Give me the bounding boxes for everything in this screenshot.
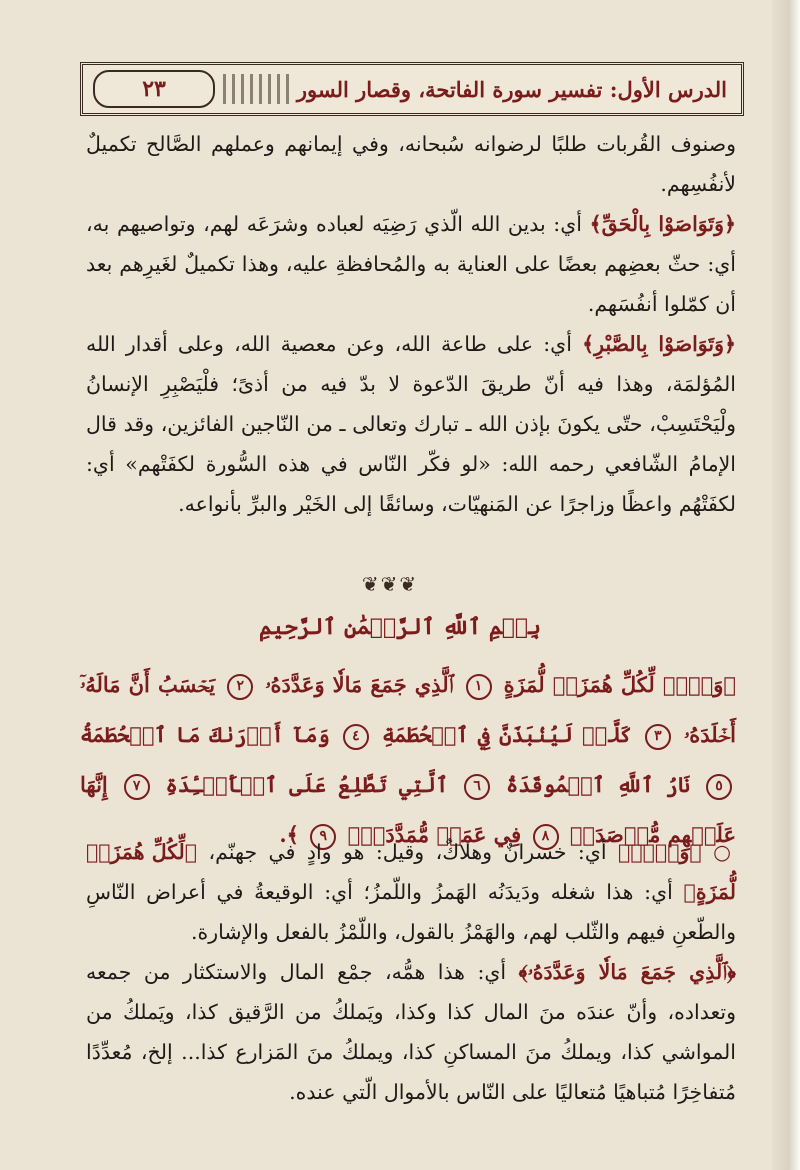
- page-number: ٢٣: [93, 70, 215, 108]
- verse-ref: ﴿وَتَوَاصَوْا بِالصَّبْرِ﴾: [582, 332, 737, 356]
- ayah-number: ٢: [227, 674, 253, 700]
- section-1: [86, 124, 736, 524]
- ayah: يَحۡسَبُ أَنَّ مَالَهُۥٓ أَخۡلَدَهُۥ: [80, 672, 737, 747]
- ayah: نَارُ ٱللَّهِ ٱلۡمُوقَدَةُ: [505, 772, 691, 797]
- ayah-number: ٧: [124, 774, 150, 800]
- basmala: بِسۡمِ ٱللَّهِ ٱلرَّحۡمَٰنِ ٱلرَّحِيمِ: [258, 614, 542, 640]
- ayah-number: ١: [466, 674, 492, 700]
- ayah: ﴿وَيۡلٞ لِّكُلِّ هُمَزَةٖ لُّمَزَةٍ: [503, 672, 736, 697]
- verse-ref: ﴿لِّكُلِّ هُمَزَةٖ لُّمَزَةٍ﴾: [86, 840, 736, 904]
- section-2: [86, 832, 736, 1112]
- bullet-icon: ○: [713, 840, 736, 864]
- surah-close: ﴾.: [279, 822, 299, 847]
- ayah: وَمَآ أَدۡرَىٰكَ مَا ٱلۡحُطَمَةُ: [80, 722, 330, 747]
- explanation-2: [86, 952, 736, 1112]
- ayah-number: ٥: [706, 774, 732, 800]
- ayah-number: ٦: [464, 774, 490, 800]
- ayah-number: ٣: [645, 724, 671, 750]
- lesson-title: الدرس الأول: تفسير سورة الفاتحة، وقصار السور: [296, 76, 727, 102]
- explanation-1: [86, 832, 736, 952]
- explanation-text: أي: هذا همُّه، جمْع المال والاستكثار من جمعه وتعداده، وأنّ عندَه منَ المال كذا وكذا، ويَملكُ من الرَّقيق كذا، ويَملكُ من المواشي كذا، ويملكُ منَ المساكنِ كذا، ويملكُ منَ المَزارع كذا... إلخ، مُعدِّدًا مُتفاخِرًا مُتباهيًا مُتعاليًا على النّاس بالأموال الّتي عنده.: [86, 960, 736, 1104]
- explanation-text: أي: خسرانٌ وهلاكٌ، وقيل: هو وادٍ في جهنّم،: [208, 840, 607, 864]
- paragraph-1: وصنوف القُربات طلبًا لرضوانه سُبحانه، وفي إيمانهم وعملهم الصَّالح تكميلٌ لأنفُسِهم.: [86, 132, 736, 196]
- surah-text: [80, 660, 736, 860]
- verse-ref: ﴿وَتَوَاصَوْا بِالْحَقِّ﴾: [589, 212, 736, 236]
- ornament-divider: ❦❦❦: [361, 572, 419, 596]
- ayah-number: ٩: [310, 824, 336, 850]
- paragraph-3-text: أي: على طاعة الله، وعن معصية الله، وعلى أقدار الله المُؤلمَة، وهذا فيه أنّ طريقَ الدّعوة لا بدّ فيه من أذىً؛ فلْيَصْبِرِ الإنسانُ ولْيَحْتَسِبْ، حتّى يكونَ بإذن الله ـ تبارك وتعالى ـ من النّاجين الفائزين، وقد قال الإمامُ الشّافعي رحمه الله: «لو فكّر النّاس في هذه السُّورة لكفَتْهم» أي: لكفَتْهُم واعظًا وزاجرًا عن المَنهيّات، وسائقًا إلى الخَيْر والبرِّ بأنواعه.: [86, 332, 737, 516]
- page-edge: [772, 0, 800, 1170]
- verse-ref: ﴿ٱلَّذِي جَمَعَ مَالٗا وَعَدَّدَهُۥ﴾: [518, 960, 736, 984]
- paragraph-2: [86, 204, 736, 324]
- explanation-text: أي: هذا شغله ودَيدَنُه الهَمزُ واللّمزُ؛ أي: الوقيعةُ في أعراض النّاسِ والطّعنِ فيهم والثّلب لهم، والهَمْزُ بالقول، واللّمْزُ بالفعل والإشارة.: [86, 880, 736, 944]
- ayah-number: ٤: [343, 724, 369, 750]
- ayah-number: ٨: [533, 824, 559, 850]
- ayah: ٱلَّتِي تَطَّلِعُ عَلَى ٱلۡأَفۡـِٔدَةِ: [165, 772, 449, 797]
- ayah: إِنَّهَا عَلَيۡهِم مُّؤۡصَدَةٞ: [80, 772, 736, 847]
- verse-ref: ﴿وَيۡلٞ﴾: [618, 840, 702, 864]
- ayah: كَلَّاۖ لَيُنۢبَذَنَّ فِي ٱلۡحُطَمَةِ: [381, 722, 632, 747]
- ayah: فِي عَمَدٖ مُّمَدَّدَةِۭ: [347, 822, 522, 847]
- paragraph-2-text: أي: بدين الله الّذي رَضِيَه لعباده وشرَعَه لهم، وتواصيهم به، أي: حثّ بعضِهم بعضًا على العناية به والمُحافظةِ عليه، وهذا تكميلٌ لغَيرِهم بعد أن كمّلوا أنفُسَهم.: [86, 212, 736, 316]
- ayah: ٱلَّذِي جَمَعَ مَالٗا وَعَدَّدَهُۥ: [265, 672, 454, 697]
- page-header: [80, 62, 744, 116]
- paragraph-3: [86, 324, 736, 524]
- header-ornament: [223, 74, 289, 104]
